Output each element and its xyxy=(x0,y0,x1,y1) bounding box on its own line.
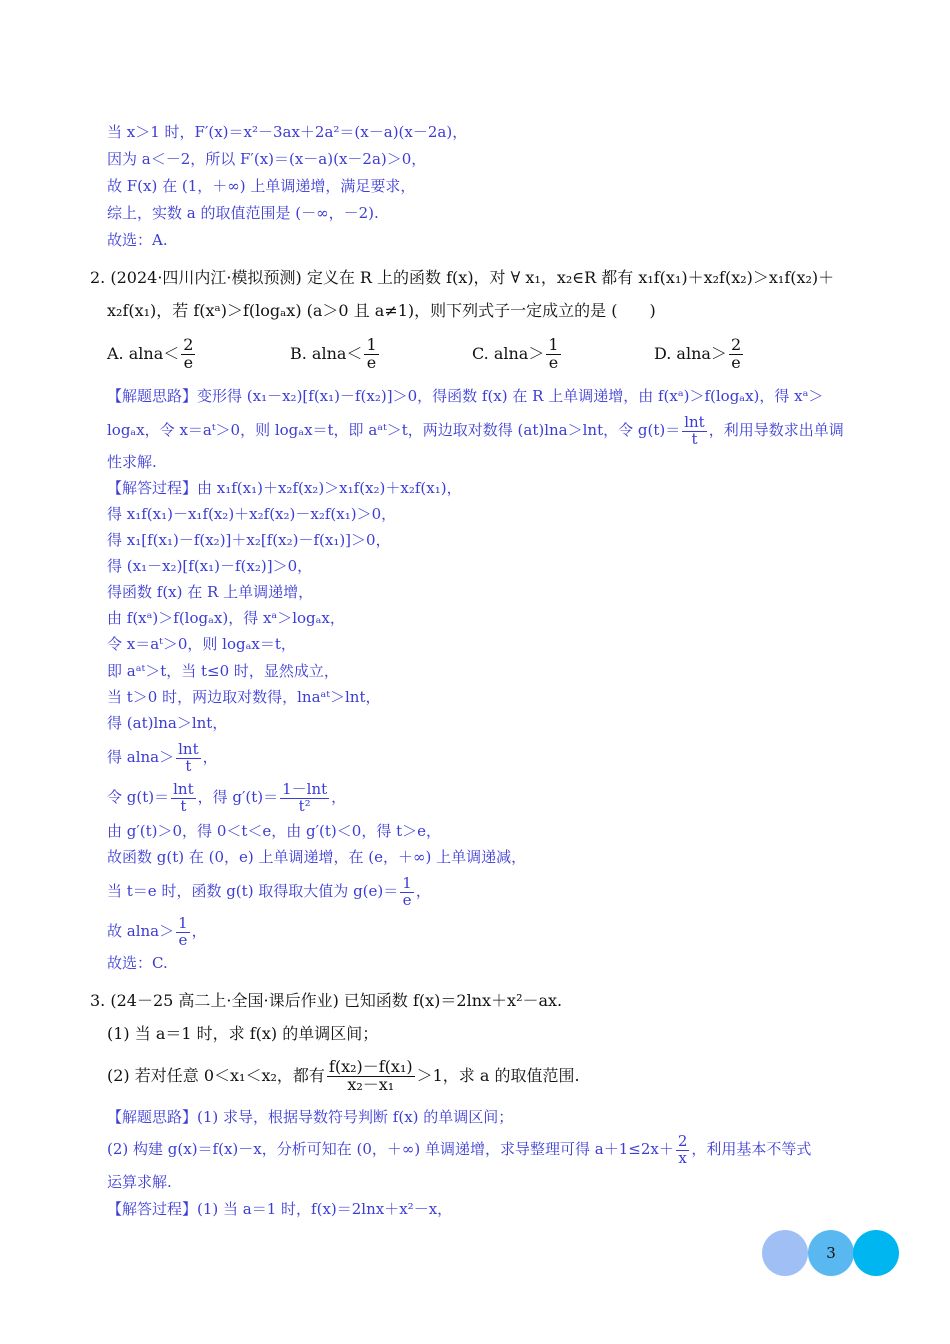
step-g-denominator-2: t² xyxy=(298,796,311,815)
step-final-fraction xyxy=(176,913,190,949)
step-max-text: 当 t＝e 时，函数 g(t) 取得取大值为 g(e)＝ xyxy=(107,882,399,900)
option-a-numerator: 2 xyxy=(183,335,194,354)
option-a-denominator: e xyxy=(183,352,194,372)
process-step-alna xyxy=(107,738,890,776)
problem-3-stem xyxy=(90,990,890,1012)
step-final-text: 故 alna＞ xyxy=(107,922,175,940)
step-alna-numerator: lnt xyxy=(178,739,199,758)
step-final-numerator: 1 xyxy=(178,913,188,932)
step-g-numerator-1: lnt xyxy=(173,779,194,798)
page-badge-circle xyxy=(853,1230,899,1276)
problem-3-q2 xyxy=(107,1056,890,1096)
step-max-numerator: 1 xyxy=(402,873,412,892)
problem-3-idea-line3: 运算求解. xyxy=(107,1173,172,1191)
prev-solution-line: 因为 a＜－2，所以 F′(x)＝(x－a)(x－2a)＞0， xyxy=(107,150,427,168)
process-line: 得 x₁[f(x₁)－f(x₂)]＋x₂[f(x₂)－f(x₁)]＞0， xyxy=(107,531,391,549)
option-c-numerator: 1 xyxy=(548,335,559,354)
step-alna-denominator: t xyxy=(185,756,192,775)
option-c-label: C. alna＞ xyxy=(472,343,545,363)
step-final-tail: ， xyxy=(191,922,207,940)
step-alna-tail: ， xyxy=(202,748,218,766)
option-d xyxy=(654,337,745,372)
prev-solution-answer: 故选：A. xyxy=(107,231,168,249)
p3-idea2-numerator: 2 xyxy=(677,1131,688,1150)
idea-line2-text: logₐx，令 x＝aᵗ＞0，则 logₐx＝t，即 aᵃᵗ＞t，两边取对数得 (at)lna＞lnt，令 g(t)＝ xyxy=(107,421,681,439)
problem-2-stem-line2: x₂f(x₁)，若 f(xᵃ)＞f(logₐx) (a＞0 且 a≠1)，则下列式子一定成立的是 ( ) xyxy=(107,301,656,320)
option-b-label: B. alna＜ xyxy=(290,343,363,363)
process-line: 【解答过程】由 x₁f(x₁)＋x₂f(x₂)＞x₁f(x₂)＋x₂f(x₁)， xyxy=(107,479,462,497)
process-line: 令 x＝aᵗ＞0，则 logₐx＝t， xyxy=(107,635,296,653)
step-g-fraction-2 xyxy=(280,779,329,815)
option-a-fraction xyxy=(181,337,195,372)
problem-3-idea-line2 xyxy=(107,1130,890,1168)
problem-2-answer: 故选：C. xyxy=(107,954,168,972)
problem-2-stem-line1: (2024·四川内江·模拟预测) 定义在 R 上的函数 f(x)，对 ∀ x₁，x₂∈R 都有 x₁f(x₁)＋x₂f(x₂)＞x₁f(x₂)＋ xyxy=(110,268,835,287)
p3-idea2-tail: ，利用基本不等式 xyxy=(691,1140,812,1158)
problem-2-stem xyxy=(90,267,890,289)
step-alna-text: 得 alna＞ xyxy=(107,748,175,766)
process-line: 故函数 g(t) 在 (0，e) 上单调递增，在 (e，＋∞) 上单调递减， xyxy=(107,848,527,866)
problem-3-number: 3. xyxy=(90,991,106,1010)
p3-idea2-fraction xyxy=(676,1131,690,1167)
problem-3-process-line1: 【解答过程】(1) 当 a＝1 时，f(x)＝2lnx＋x²－x， xyxy=(107,1200,453,1218)
step-g-text: 令 g(t)＝ xyxy=(107,788,170,806)
process-line: 由 g′(t)＞0，得 0＜t＜e，由 g′(t)＜0，得 t＞e， xyxy=(107,822,441,840)
page-number: 3 xyxy=(826,1244,836,1262)
option-b-fraction xyxy=(364,337,378,372)
process-line: 由 f(xᵃ)＞f(logₐx)，得 xᵃ＞logₐx， xyxy=(107,609,345,627)
step-alna-fraction xyxy=(176,739,201,775)
step-g-numerator-2: 1－lnt xyxy=(282,779,328,798)
problem-2-idea-line2 xyxy=(107,411,890,449)
option-d-fraction xyxy=(729,337,743,372)
process-line: 得 x₁f(x₁)－x₁f(x₂)＋x₂f(x₂)－x₂f(x₁)＞0， xyxy=(107,505,397,523)
idea-fraction-numerator: lnt xyxy=(684,412,705,431)
prev-solution-line: 故 F(x) 在 (1，＋∞) 上单调递增，满足要求， xyxy=(107,177,416,195)
q2-tail: ＞1，求 a 的取值范围. xyxy=(416,1066,580,1085)
process-line: 即 aᵃᵗ＞t，当 t≤0 时，显然成立， xyxy=(107,662,339,680)
process-line: 当 t＞0 时，两边取对数得，lnaᵃᵗ＞lnt， xyxy=(107,688,381,706)
process-step-final xyxy=(107,912,890,950)
step-max-fraction xyxy=(400,873,414,909)
problem-3-stem-text: (24－25 高二上·全国·课后作业) 已知函数 f(x)＝2lnx＋x²－ax. xyxy=(110,991,563,1010)
option-d-denominator: e xyxy=(731,352,741,372)
step-g-fraction-1 xyxy=(171,779,196,815)
step-g-tail: ， xyxy=(331,788,347,806)
q2-fraction xyxy=(327,1059,415,1094)
process-line: 得函数 f(x) 在 R 上单调递增， xyxy=(107,583,314,601)
p3-idea2-denominator: x xyxy=(678,1148,687,1167)
process-line: 得 (at)lna＞lnt， xyxy=(107,714,228,732)
process-line: 得 (x₁－x₂)[f(x₁)－f(x₂)]＞0， xyxy=(107,557,313,575)
option-c-fraction xyxy=(546,337,560,372)
option-b-numerator: 1 xyxy=(366,335,377,354)
q2-denominator: x₂－x₁ xyxy=(347,1075,395,1094)
p3-idea2-text: (2) 构建 g(x)＝f(x)－x，分析可知在 (0，＋∞) 单调递增，求导整理可得 a＋1≤2x＋ xyxy=(107,1140,674,1158)
step-final-denominator: e xyxy=(178,930,188,949)
option-a-label: A. alna＜ xyxy=(107,343,180,363)
option-c xyxy=(472,337,563,372)
prev-solution-line: 综上，实数 a 的取值范围是 (－∞，－2). xyxy=(107,204,379,222)
step-g-mid: ，得 g′(t)＝ xyxy=(197,788,279,806)
option-d-numerator: 2 xyxy=(730,335,742,354)
problem-2-idea-line3: 性求解. xyxy=(107,453,157,471)
process-step-g xyxy=(107,778,890,816)
q2-numerator: f(x₂)－f(x₁) xyxy=(328,1057,413,1077)
problem-2-idea-line1: 【解题思路】变形得 (x₁－x₂)[f(x₁)－f(x₂)]＞0，得函数 f(x) 在 R 上单调递增，由 f(xᵃ)＞f(logₐx)，得 xᵃ＞ xyxy=(107,387,824,405)
idea-line2-tail: ，利用导数求出单调 xyxy=(708,421,844,439)
step-max-tail: ， xyxy=(415,882,431,900)
process-step-max xyxy=(107,872,890,910)
option-d-label: D. alna＞ xyxy=(654,343,727,363)
option-b xyxy=(290,337,381,372)
step-max-denominator: e xyxy=(402,890,412,909)
problem-3-q1: (1) 当 a＝1 时，求 f(x) 的单调区间； xyxy=(107,1024,379,1043)
step-g-denominator-1: t xyxy=(180,796,187,815)
idea-fraction xyxy=(682,412,707,448)
idea-fraction-denominator: t xyxy=(691,429,698,448)
option-a xyxy=(107,337,197,372)
option-b-denominator: e xyxy=(366,352,377,372)
prev-solution-line: 当 x＞1 时，F′(x)＝x²－3ax＋2a²＝(x－a)(x－2a)， xyxy=(107,123,468,141)
page-badge-circle xyxy=(762,1230,808,1276)
option-c-denominator: e xyxy=(548,352,559,372)
q2-text: (2) 若对任意 0＜x₁＜x₂，都有 xyxy=(107,1066,325,1085)
problem-2-number: 2. xyxy=(90,268,106,287)
problem-3-idea-line1: 【解题思路】(1) 求导，根据导数符号判断 f(x) 的单调区间； xyxy=(107,1108,514,1126)
